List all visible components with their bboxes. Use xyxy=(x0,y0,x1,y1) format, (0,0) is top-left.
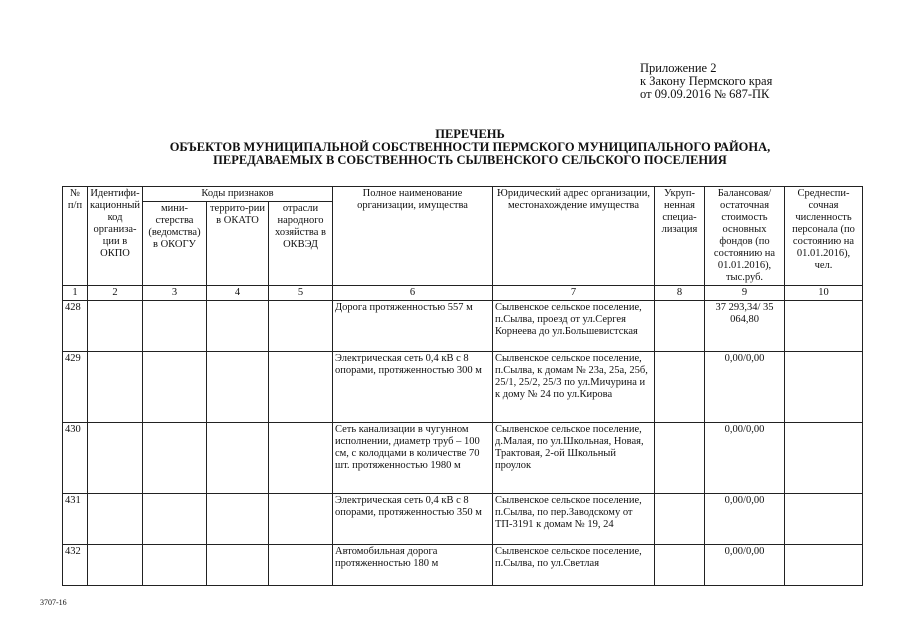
appendix-line: к Закону Пермского края xyxy=(640,74,773,88)
header-spec: Укруп-ненная специа-лизация xyxy=(655,187,705,286)
cell-address: Сылвенское сельское поселение, п.Сылва, по пер.Заводскому от ТП-3191 к домам № 19, 24 xyxy=(493,494,655,545)
appendix-line: Приложение 2 xyxy=(640,61,717,75)
cell-spec xyxy=(655,352,705,423)
column-number: 5 xyxy=(269,286,333,301)
cell-territory xyxy=(207,352,269,423)
cell-address: Сылвенское сельское поселение, п.Сылва, проезд от ул.Сергея Корнеева до ул.Большевистская xyxy=(493,301,655,352)
cell-ident xyxy=(88,494,143,545)
cell-staff xyxy=(785,423,863,494)
table-row xyxy=(63,423,863,494)
header-staff: Среднеспи-сочная численность персонала (по состоянию на 01.01.2016), чел. xyxy=(785,187,863,286)
cell-branch xyxy=(269,423,333,494)
title-line: ОБЪЕКТОВ МУНИЦИПАЛЬНОЙ СОБСТВЕННОСТИ ПЕРМСКОГО МУНИЦИПАЛЬНОГО РАЙОНА, xyxy=(169,140,771,154)
header-num: № п/п xyxy=(63,187,88,286)
table-row xyxy=(63,545,863,586)
cell-ministry xyxy=(143,352,207,423)
cell-value: 0,00/0,00 xyxy=(705,545,785,586)
column-number: 3 xyxy=(143,286,207,301)
column-number: 9 xyxy=(705,286,785,301)
cell-staff xyxy=(785,545,863,586)
cell-branch xyxy=(269,352,333,423)
cell-num: 429 xyxy=(63,352,88,423)
cell-num: 428 xyxy=(63,301,88,352)
property-table xyxy=(62,186,863,586)
table-row xyxy=(63,301,863,352)
cell-ministry xyxy=(143,423,207,494)
cell-staff xyxy=(785,352,863,423)
column-number: 6 xyxy=(333,286,493,301)
cell-address: Сылвенское сельское поселение, п.Сылва, по ул.Светлая xyxy=(493,545,655,586)
cell-name: Автомобильная дорога протяженностью 180 м xyxy=(333,545,493,586)
cell-branch xyxy=(269,301,333,352)
cell-ministry xyxy=(143,301,207,352)
cell-staff xyxy=(785,494,863,545)
cell-address: Сылвенское сельское поселение, п.Сылва, к домам № 23а, 25а, 25б, 25/1, 25/2, 25/3 по ул.Мичурина и к дому № 24 по ул.Кирова xyxy=(493,352,655,423)
cell-spec xyxy=(655,301,705,352)
cell-num: 431 xyxy=(63,494,88,545)
appendix-heading xyxy=(640,62,772,101)
header-name: Полное наименование организации, имущества xyxy=(333,187,493,286)
document-title xyxy=(60,128,880,167)
header-branch: отрасли народного хозяйства в ОКВЭД xyxy=(269,202,333,286)
cell-value: 0,00/0,00 xyxy=(705,352,785,423)
header-address: Юридический адрес организации, местонахождение имущества xyxy=(493,187,655,286)
cell-name: Электрическая сеть 0,4 кВ с 8 опорами, протяженностью 350 м xyxy=(333,494,493,545)
header-territory: террито-рии в ОКАТО xyxy=(207,202,269,286)
header-ident: Идентифи-кационный код организа-ции в ОКПО xyxy=(88,187,143,286)
cell-territory xyxy=(207,423,269,494)
header-balance: Балансовая/ остаточная стоимость основных фондов (по состоянию на 01.01.2016), тыс.руб. xyxy=(705,187,785,286)
cell-spec xyxy=(655,423,705,494)
cell-branch xyxy=(269,494,333,545)
cell-territory xyxy=(207,301,269,352)
header-codes: Коды признаков xyxy=(143,187,333,202)
cell-territory xyxy=(207,494,269,545)
cell-num: 432 xyxy=(63,545,88,586)
appendix-line: от 09.09.2016 № 687-ПК xyxy=(640,87,770,101)
cell-ident xyxy=(88,423,143,494)
header-ministry: мини-стерства (ведомства) в ОКОГУ xyxy=(143,202,207,286)
cell-ident xyxy=(88,545,143,586)
cell-staff xyxy=(785,301,863,352)
column-number: 7 xyxy=(493,286,655,301)
cell-ministry xyxy=(143,494,207,545)
title-line: ПЕРЕДАВАЕМЫХ В СОБСТВЕННОСТЬ СЫЛВЕНСКОГО СЕЛЬСКОГО ПОСЕЛЕНИЯ xyxy=(213,153,727,167)
document-code: 3707-16 xyxy=(40,598,67,607)
cell-ident xyxy=(88,352,143,423)
column-numbers-row xyxy=(63,286,863,301)
column-number: 2 xyxy=(88,286,143,301)
cell-address: Сылвенское сельское поселение, д.Малая, по ул.Школьная, Новая, Трактовая, 2-ой Школьный проулок xyxy=(493,423,655,494)
column-number: 4 xyxy=(207,286,269,301)
cell-ministry xyxy=(143,545,207,586)
header-row xyxy=(63,187,863,202)
column-number: 8 xyxy=(655,286,705,301)
cell-name: Электрическая сеть 0,4 кВ с 8 опорами, протяженностью 300 м xyxy=(333,352,493,423)
cell-ident xyxy=(88,301,143,352)
cell-name: Сеть канализации в чугунном исполнении, диаметр труб – 100 см, с колодцами в количестве 70 шт. протяженностью 1980 м xyxy=(333,423,493,494)
cell-territory xyxy=(207,545,269,586)
cell-num: 430 xyxy=(63,423,88,494)
table-row xyxy=(63,352,863,423)
table-row xyxy=(63,494,863,545)
cell-name: Дорога протяженностью 557 м xyxy=(333,301,493,352)
cell-value: 37 293,34/ 35 064,80 xyxy=(705,301,785,352)
title-line: ПЕРЕЧЕНЬ xyxy=(435,127,505,141)
column-number: 10 xyxy=(785,286,863,301)
cell-value: 0,00/0,00 xyxy=(705,423,785,494)
cell-branch xyxy=(269,545,333,586)
column-number: 1 xyxy=(63,286,88,301)
cell-spec xyxy=(655,545,705,586)
cell-spec xyxy=(655,494,705,545)
cell-value: 0,00/0,00 xyxy=(705,494,785,545)
